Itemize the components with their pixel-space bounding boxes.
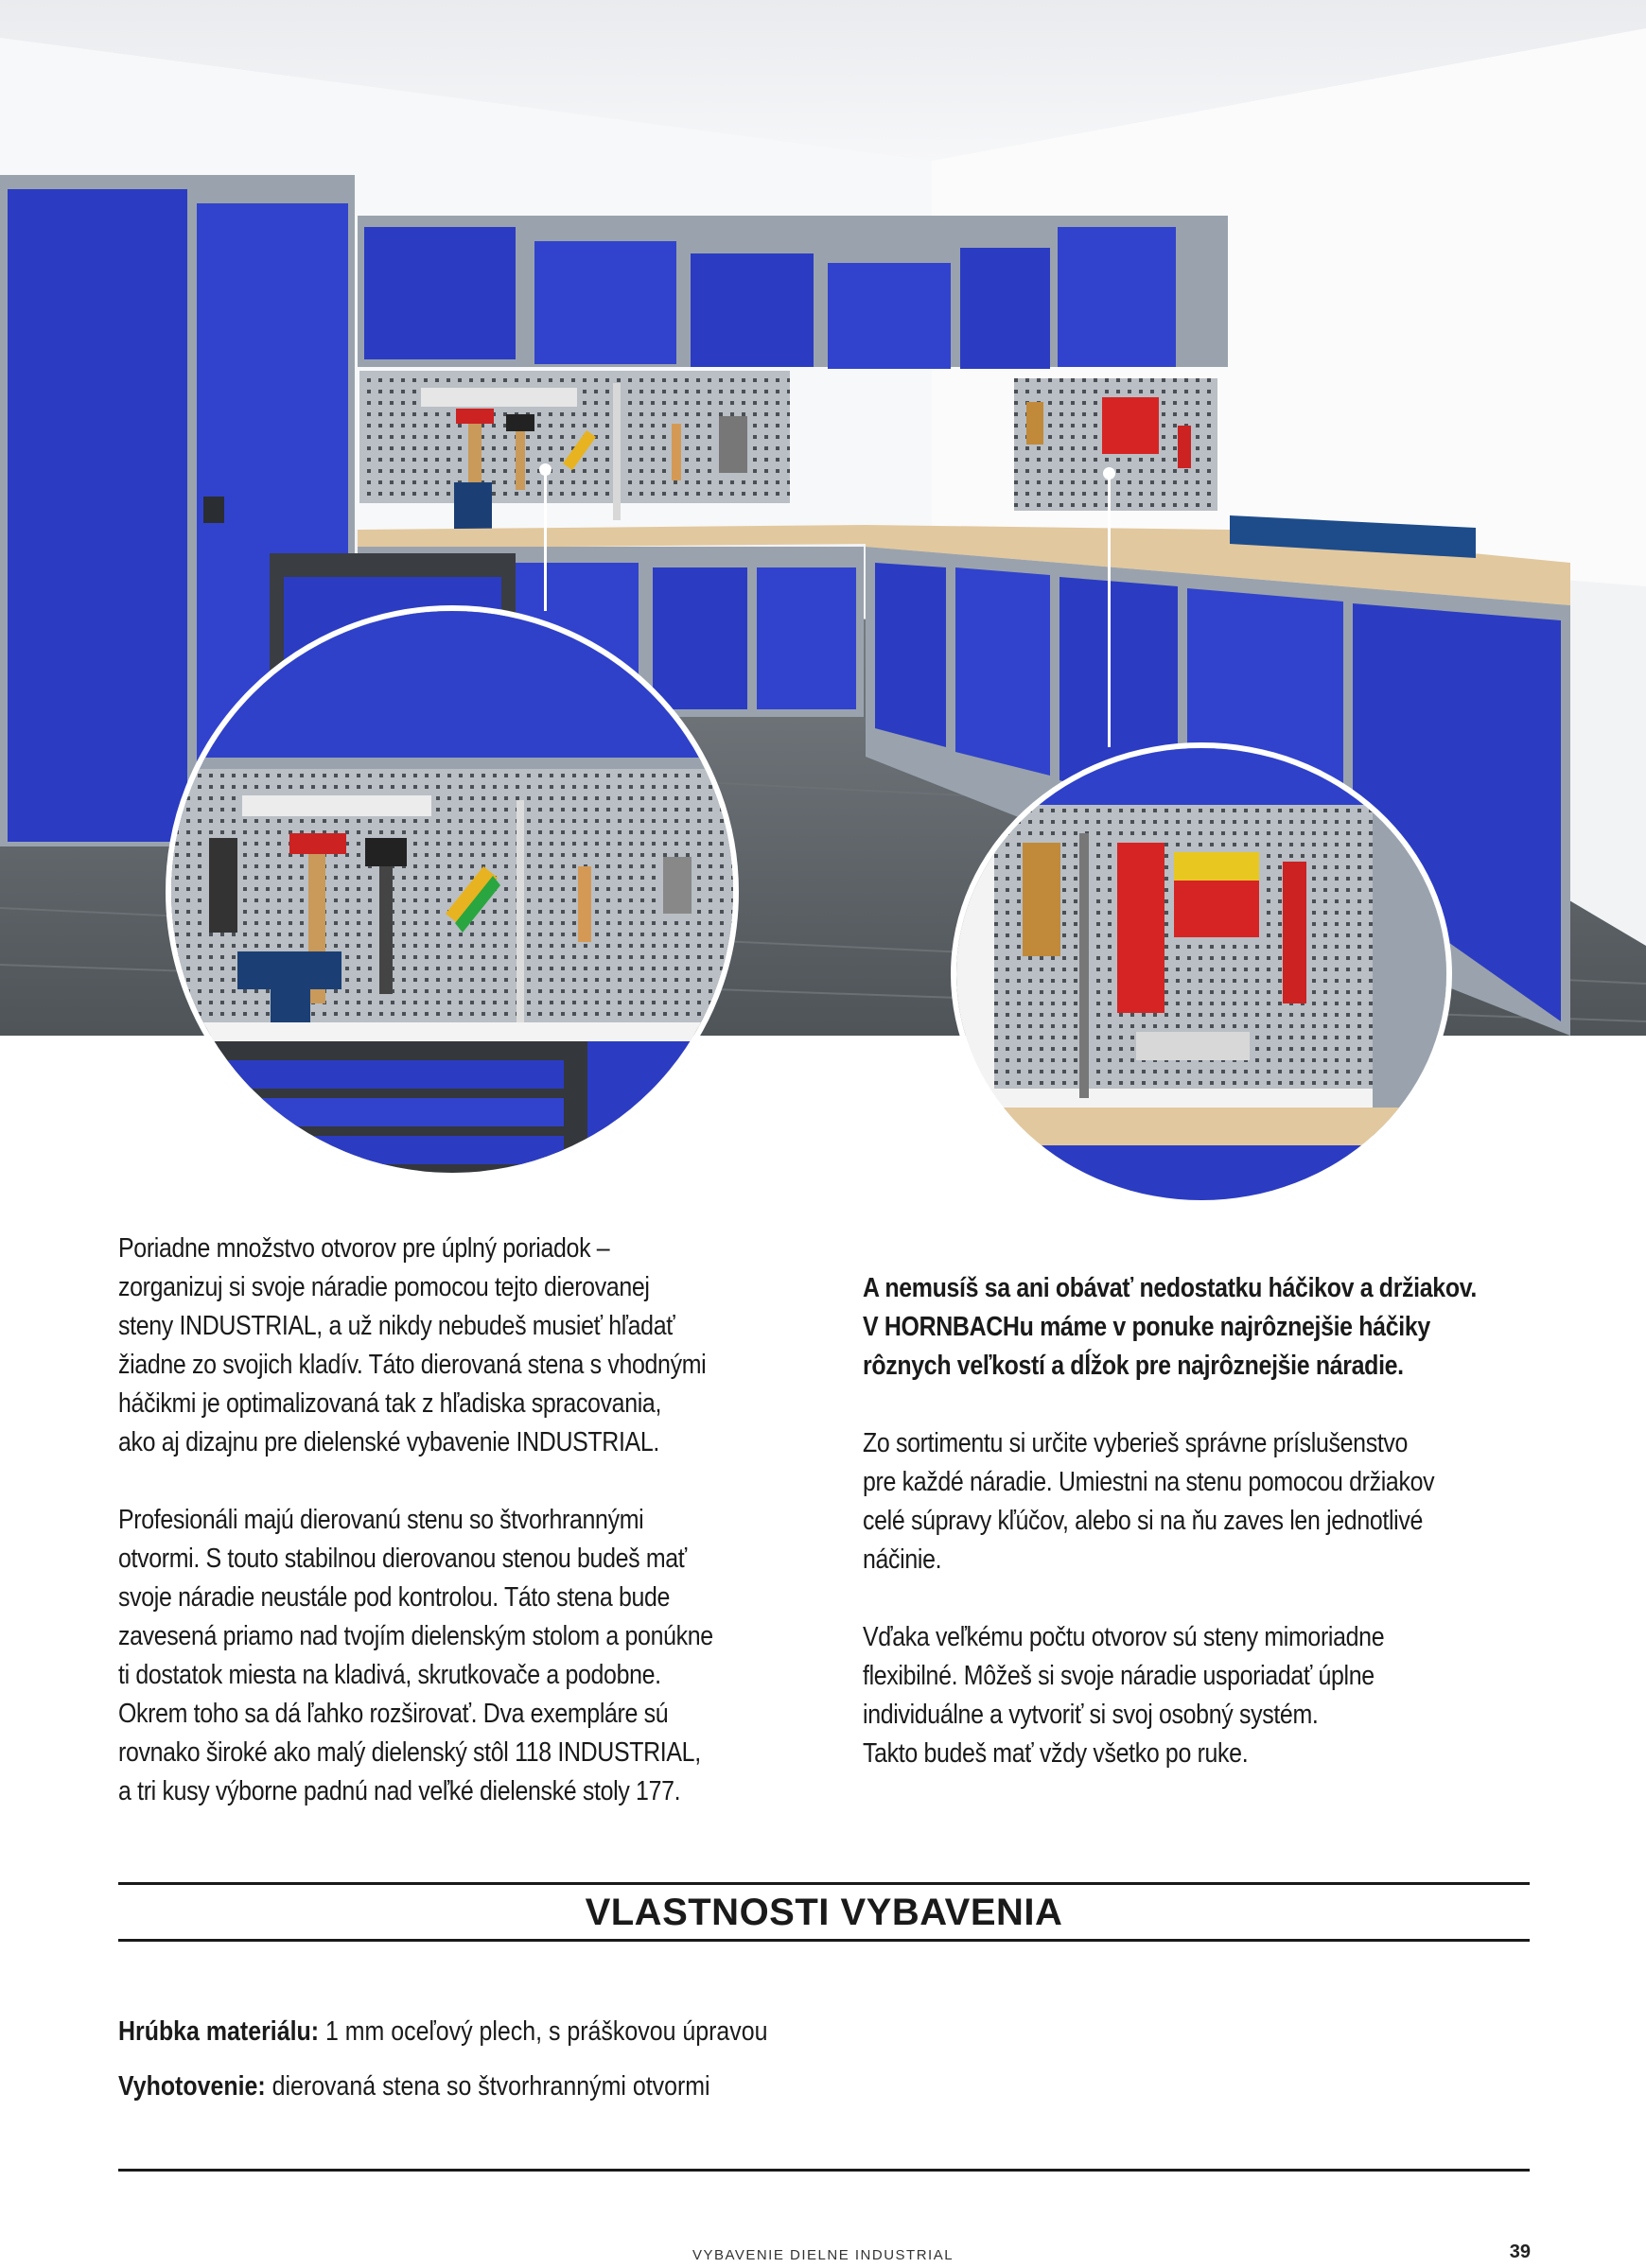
section-rule-bottom [118,2169,1530,2172]
paragraph-flexibility: Vďaka veľkému počtu otvorov sú steny mimoriadne flexibilné. Môžeš si svoje náradie usporiadať úplne individuálne a vytvoriť si svoj osobný systém. Takto budeš mať vždy všetko po ruke. [863,1622,1385,1769]
zoom-circle-hammers [166,605,739,1178]
page-number: 39 [1509,2242,1531,2262]
paragraph-professionals: Profesionáli majú dierovanú stenu so štvorhrannými otvormi. S touto stabilnou dierovanou stenou budeš mať svoje náradie neustále pod kontrolou. Táto stena bude zavesená priamo nad tvojím dielenským stolom a ponúkne ti dostatok miesta na kladivá, skrutkovače a podobne. Okrem toho sa dá ľahko rozširovať. Dva exempláre sú rovnako široké ako malý dielenský stôl 118 INDUSTRIAL, a tri kusy výborne padnú nad veľké dielenské stoly 177. [118,1505,713,1806]
callout-line-left [544,469,547,611]
feature-label: Vyhotovenie: [118,2071,266,2102]
feature-design [118,2067,710,2105]
body-text-right [863,1269,1505,1812]
paragraph-assortment: Zo sortimentu si určite vyberieš správne príslušenstvo pre každé náradie. Umiestni na stenu pomocou držiakov celé súpravy kľúčov, alebo si na ňu zaves len jednotlivé náčinie. [863,1428,1435,1575]
section-rule-middle [118,1939,1530,1942]
paragraph-lead-hooks: A nemusíš sa ani obávať nedostatku háčikov a držiakov. V HORNBACHu máme v ponuke najrôznejšie háčiky rôznych veľkostí a dĺžok pre najrôznejšie náradie. [863,1273,1477,1381]
feature-label: Hrúbka materiálu: [118,2016,320,2047]
feature-material-thickness [118,2013,767,2050]
body-text-left [118,1230,761,1850]
section-title-features: VLASTNOSTI VYBAVENIA [585,1892,1063,1933]
paragraph-intro: Poriadne množstvo otvorov pre úplný poriadok – zorganizuj si svoje náradie pomocou tejto dierovanej steny INDUSTRIAL, a už nikdy nebudeš musieť hľadať žiadne zo svojich kladív. Táto dierovaná stena s vhodnými háčikmi je optimalizovaná tak z hľadiska spracovania, ako aj dizajnu pre dielenské vybavenie INDUSTRIAL. [118,1233,707,1457]
callout-line-right [1108,473,1111,747]
feature-value: 1 mm oceľový plech, s práškovou úpravou [319,2016,768,2047]
zoom-circle-pliers [951,742,1452,1206]
section-rule-top [118,1882,1530,1885]
footer-section-label: VYBAVENIE DIELNE INDUSTRIAL [692,2247,954,2263]
feature-value: dierovaná stena so štvorhrannými otvormi [265,2071,710,2102]
